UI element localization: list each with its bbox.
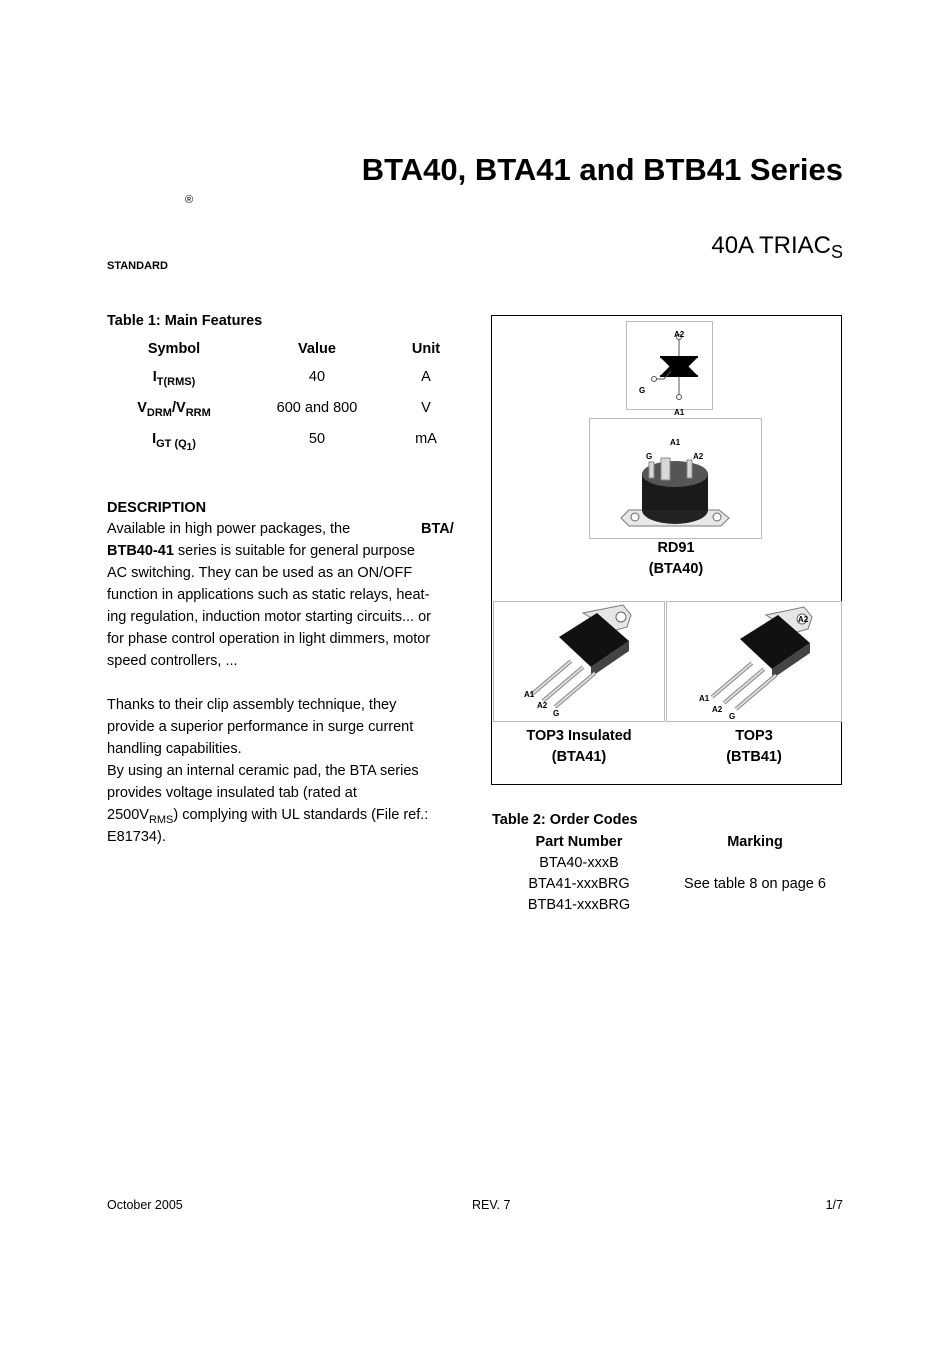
description-line: BTA/ (421, 521, 454, 537)
top3-insulated-g-label: G (553, 709, 560, 718)
table2-caption: Table 2: Order Codes (492, 812, 638, 828)
top3-insulated-name: TOP3 Insulated (526, 728, 632, 744)
table2-part-number: BTA40-xxxB (539, 855, 619, 871)
table2-header-part-number: Part Number (535, 834, 623, 850)
top3-insulated-a1-label: A1 (524, 690, 535, 699)
footer-date: October 2005 (107, 1198, 183, 1212)
top3-a1-label: A1 (699, 694, 710, 703)
top3-package-icon (666, 601, 842, 722)
table2-header-marking: Marking (727, 834, 783, 850)
top3-g-label: G (729, 712, 736, 721)
description-line: Available in high power packages, the (107, 521, 351, 537)
table2-marking: See table 8 on page 6 (684, 876, 826, 892)
top3-insulated-a2-label: A2 (537, 701, 548, 710)
top3-insulated-part: (BTA41) (551, 749, 607, 765)
description-line: speed controllers, ... (107, 653, 238, 669)
description-line: ing regulation, induction motor starting circuits... or (107, 609, 431, 625)
table1-header-value: Value (298, 341, 336, 357)
rd91-a1-label: A1 (670, 438, 681, 447)
top3-tab-a2-label: A2 (798, 615, 809, 624)
top3-part: (BTB41) (726, 749, 782, 765)
description-line: By using an internal ceramic pad, the BTA series (107, 763, 419, 779)
description-line: handling capabilities. (107, 741, 242, 757)
table2-part-number: BTB41-xxxBRG (527, 897, 631, 913)
table1-row1-value: 40 (308, 369, 326, 385)
table1-row3-symbol: $I_{GT (Q_1)}$ (152, 431, 196, 454)
table2-part-number: BTA41-xxxBRG (528, 876, 630, 892)
triac-symbol-icon (626, 321, 713, 413)
description-line: $2500V_{RMS}$) complying with UL standards (File ref.: (107, 807, 429, 826)
rd91-package-icon (589, 418, 762, 539)
top3-name: TOP3 (735, 728, 773, 744)
description-line: BTB40-41 series is suitable for general purpose (107, 543, 415, 559)
table1-row1-unit: A (421, 369, 431, 385)
triac-a1-label: A1 (674, 408, 685, 417)
description-line: for phase control operation in light dimmers, motor (107, 631, 431, 647)
rd91-a2-label: A2 (693, 452, 704, 461)
description-line: AC switching. They can be used as an ON/OFF (107, 565, 413, 581)
table1-header-symbol: Symbol (147, 341, 201, 357)
description-heading: DESCRIPTION (107, 500, 207, 516)
table1-row3-unit: mA (415, 431, 437, 447)
registered-mark: ® (185, 194, 194, 206)
top3-a2-label: A2 (712, 705, 723, 714)
description-line: E81734). (107, 829, 166, 845)
rd91-name: RD91 (657, 540, 695, 556)
description-line: function in applications such as static relays, heat- (107, 587, 430, 603)
description-line: provides voltage insulated tab (rated at (107, 785, 357, 801)
standard-label: STANDARD (107, 260, 168, 272)
table1-row3-value: 50 (308, 431, 326, 447)
description-line: provide a superior performance in surge current (107, 719, 414, 735)
triac-g-label: G (639, 386, 646, 395)
table1-header-unit: Unit (411, 341, 441, 357)
triac-a2-label: A2 (674, 330, 685, 339)
rd91-part: (BTA40) (648, 561, 704, 577)
document-subtitle: 40A $TRIAC_S$ (711, 232, 843, 262)
top3-insulated-package-icon (493, 601, 665, 722)
table1-caption: Table 1: Main Features (107, 313, 263, 329)
table1-row2-value: 600 and 800 (276, 400, 358, 416)
table1-row1-symbol: $I_{T(RMS)}$ (152, 369, 196, 388)
rd91-g-label: G (646, 452, 653, 461)
table1-row2-unit: V (421, 400, 431, 416)
footer-page-number: 1/7 (825, 1198, 843, 1212)
description-line: Thanks to their clip assembly technique, they (107, 697, 397, 713)
table1-row2-symbol: $V_{DRM}/V_{RRM}$ (137, 400, 211, 419)
footer-revision: REV. 7 (472, 1198, 511, 1212)
document-title: BTA40, BTA41 and BTB41 Series (361, 152, 843, 187)
